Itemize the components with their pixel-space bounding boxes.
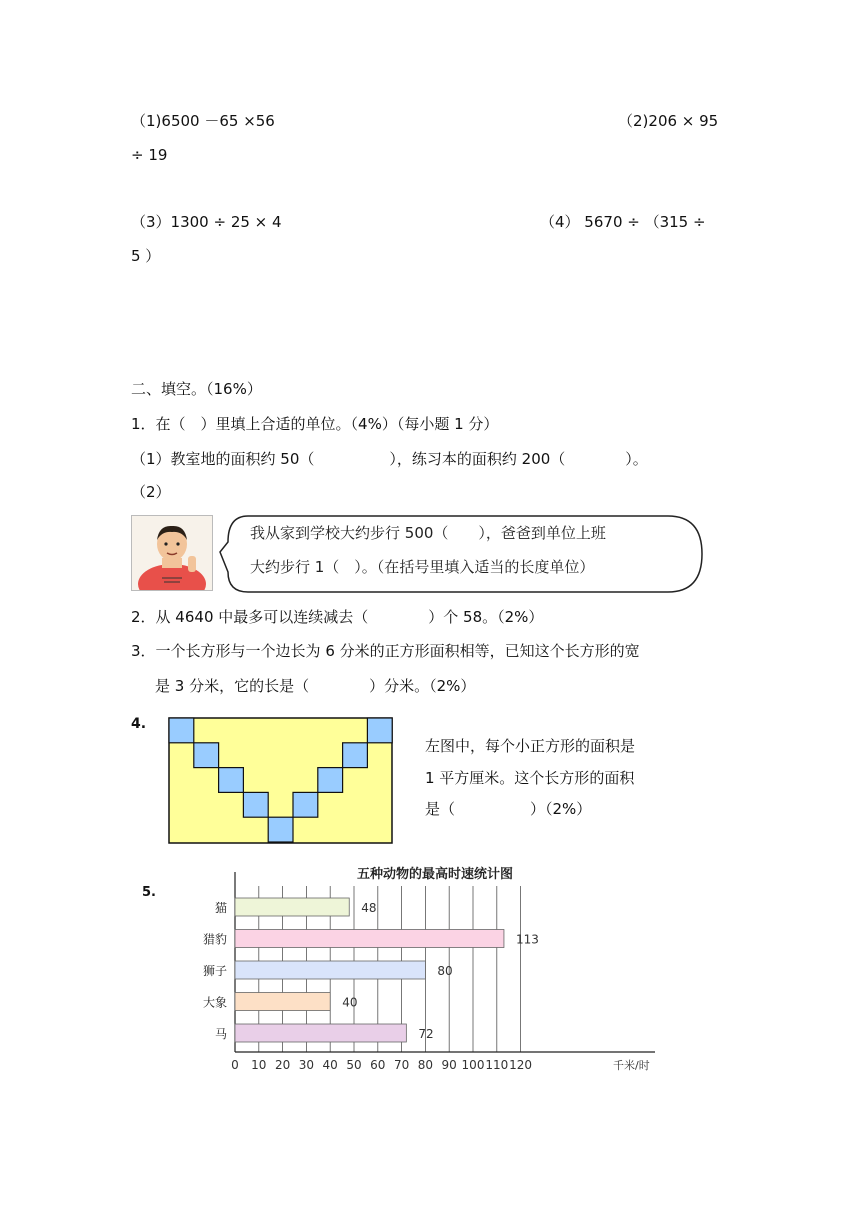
category-label: 大象	[202, 995, 227, 1010]
unit-square	[293, 792, 318, 817]
x-tick-label: 60	[370, 1058, 386, 1072]
speech-bubble	[218, 512, 704, 596]
calc-q4: （4） 5670 ÷ （315 ÷	[540, 213, 706, 231]
unit-square	[343, 743, 368, 768]
speed-bar-chart	[195, 862, 665, 1078]
bubble-line-1: 我从家到学校大约步行 500（ ），爸爸到单位上班	[250, 524, 606, 542]
unit-square	[194, 743, 219, 768]
bar-value-label: 80	[437, 964, 453, 978]
category-label: 马	[214, 1027, 227, 1041]
item-4-label: 4.	[131, 716, 147, 732]
section-heading: 二、填空。（16%）	[131, 380, 262, 398]
bar	[235, 898, 349, 916]
chart-title: 五种动物的最高时速统计图	[356, 867, 514, 882]
x-tick-label: 40	[322, 1058, 338, 1072]
bar-value-label: 40	[342, 995, 358, 1010]
x-tick-label: 90	[441, 1058, 457, 1072]
bar	[235, 930, 504, 948]
item-4-line-3: 是（ ）（2%）	[425, 800, 592, 818]
bar	[235, 961, 425, 979]
grid-rectangle-figure	[168, 717, 394, 845]
unit-square	[268, 817, 293, 842]
fill-item-2: 2．从 4640 中最多可以连续减去（ ）个 58。（2%）	[131, 608, 544, 626]
fill-item-3-line-2: 是 3 分米，它的长是（ ）分米。（2%）	[155, 677, 476, 695]
x-tick-label: 20	[274, 1058, 291, 1072]
bar-value-label: 48	[361, 901, 377, 915]
x-tick-label: 120	[509, 1058, 533, 1072]
bar-value-label: 113	[515, 932, 539, 947]
bar	[235, 1024, 406, 1042]
x-tick-label: 110	[485, 1058, 509, 1072]
bubble-line-2: 大约步行 1（ ）。（在括号里填入适当的长度单位）	[250, 558, 595, 576]
calc-q4-cont: 5 ）	[131, 247, 161, 265]
fill-item-1-1: （1）教室地的面积约 50（ ），练习本的面积约 200（ ）。	[131, 450, 648, 468]
calc-q3: （3）1300 ÷ 25 × 4	[131, 213, 282, 231]
fill-item-3-line-1: 3．一个长方形与一个边长为 6 分米的正方形面积相等，已知这个长方形的宽	[131, 642, 640, 660]
boy-illustration	[131, 515, 213, 591]
fill-item-1-2: （2）	[131, 483, 171, 501]
category-label: 狮子	[202, 964, 227, 978]
unit-square	[243, 792, 268, 817]
calc-q2: （2)206 × 95	[618, 112, 719, 130]
category-label: 猎豹	[202, 932, 227, 947]
bar-value-label: 72	[418, 1027, 434, 1041]
item-5-label: 5.	[142, 885, 156, 900]
unit-square	[367, 718, 392, 743]
category-label: 猫	[214, 901, 227, 915]
x-tick-label: 10	[251, 1058, 267, 1072]
item-4-line-2: 1 平方厘米。这个长方形的面积	[425, 769, 635, 787]
x-tick-label: 80	[417, 1058, 434, 1072]
x-tick-label: 50	[346, 1058, 362, 1072]
unit-square	[169, 718, 194, 743]
item-4-line-1: 左图中，每个小正方形的面积是	[425, 737, 636, 755]
x-tick-label: 70	[393, 1058, 410, 1072]
calc-q2-cont: ÷ 19	[131, 146, 168, 164]
fill-item-1: 1．在（ ）里填上合适的单位。（4%）（每小题 1 分）	[131, 415, 499, 433]
x-tick-label: 100	[461, 1058, 485, 1072]
unit-square	[219, 768, 244, 793]
calc-q1: （1)6500 －65 ×56	[131, 112, 275, 130]
x-tick-label: 0	[231, 1058, 239, 1072]
bar	[235, 993, 330, 1011]
unit-square	[318, 768, 343, 793]
x-unit-label: 千米/时	[613, 1059, 650, 1072]
x-tick-label: 30	[298, 1058, 315, 1072]
